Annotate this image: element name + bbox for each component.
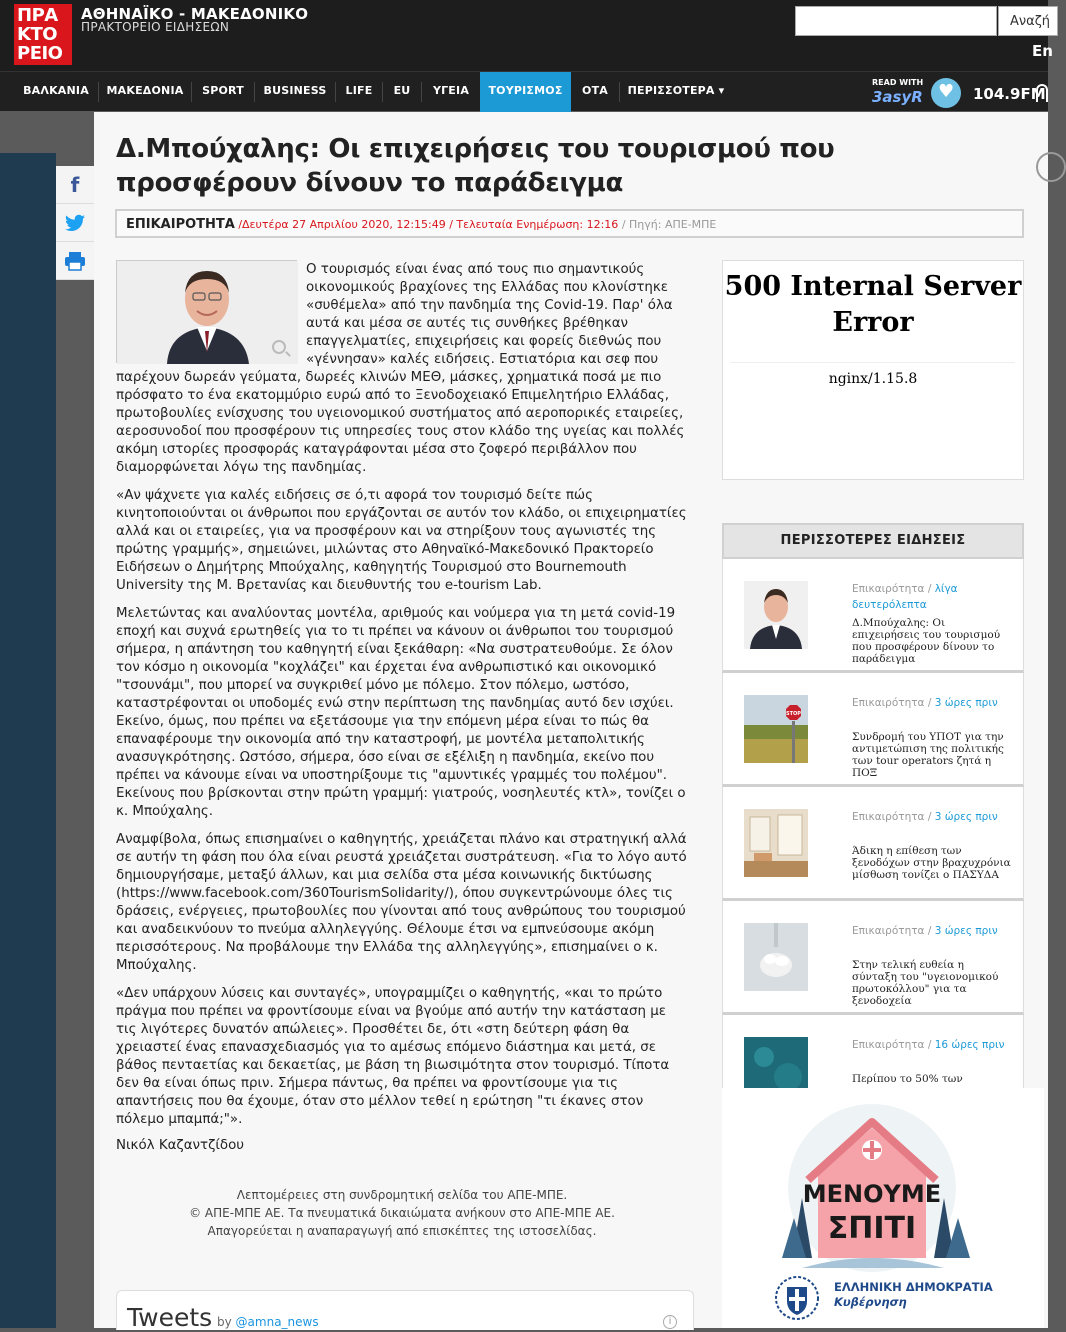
error-title: 500 Internal Server Error (724, 271, 1022, 338)
article-paragraph: Ο τουρισμός είναι ένας από τους πιο σημαντικούς οικονομικούς βραχίονες της Ελλάδας που κλονίστηκε «συθέμελα» από την πανδημία της Covid-19. Παρ' όλα αυτά και μέσα σε αυτές τις συνθήκες βρέθηκαν επαγγελματίες, επιχειρήσεις και φορείς διεθνώς που «γέννησαν» καλές ειδήσεις. Εστιατόρια και σεφ που παρέχουν δωρεάν γεύματα, δωρεές κλινών ΜΕΘ, μάσκες, χρηματικά ποσά με πιο πρόσφατο το ένα εκατομμύριο ευρώ από το Ξενοδοχειακό Επιμελητήριο Ελλάδας, πρωτοβουλίες ενίσχυσης του υγειονομικού συστήματος από αεροπορικές εταιρείες, αεροσυνοδοί που προσφέρουν τις υπηρεσίες τους στον κλάδο της υγείας και πολλές ακόμη ιστορίες προσφοράς καταγράφονται μέσα στο ζοφερό περιβάλλον που διαμορφώνεται λόγω της πανδημίας. (116, 262, 685, 475)
article-meta-bar (115, 209, 1024, 238)
article-source: / Πηγή: ΑΠΕ-ΜΠΕ (621, 218, 717, 231)
easyr-logo[interactable]: 3asyR (872, 88, 923, 106)
share-bar (56, 166, 94, 280)
stop-sign-text: STOP (786, 711, 801, 717)
search-button[interactable]: Αναζή (998, 6, 1058, 36)
tweets-handle-link[interactable]: @amna_news (235, 1315, 319, 1329)
search-input[interactable] (795, 6, 997, 36)
article-paragraph: Μελετώντας και αναλύοντας μοντέλα, αριθμούς και νούμερα για τη μετά covid-19 εποχή και συχνά ερωτηθείς για το τι πρέπει να κάνουν οι άνθρωποι του τουρισμού σήμερα, η απάντηση του καθηγητή είναι ξεκάθαρη: «Να συστρατευθούμε. Σε όλον τον κόσμο η οικονομία "κοχλάζει" και έρχεται ένα ανθρωπιστικό και οικονομικό "τσουνάμι", που μπορεί να συγκριθεί μόνο με πόλεμο. Στον πόλεμο, ωστόσο, καταστρέφονται οι υποδομές ενώ στην περίπτωση της πανδημίας αυτό δεν ισχύει. Εκείνο, όμως, που πρέπει να εξετάσουμε για την επόμενη μέρα είναι το πώς θα επαναφέρουμε την οικονομία από την καταστροφή, με μοντέλα μεταπολιτικής ανασυγκρότησης. Ωστόσο, σήμερα, όσο είναι σε εξέλιξη η πανδημία, εκείνο που πρέπει να κάνουμε είναι να υποστηρίξουμε τις "αμυντικές γραμμές του πολέμου". Εκείνους που βρίσκονται στην πρώτη γραμμή: γιατρούς, νοσηλευτές κτλ», τονίζει ο κ. Μπούχαλης. (116, 606, 686, 819)
facebook-share-button[interactable] (56, 166, 94, 204)
news-meta: Επικαιρότητα / 3 ώρες πριν (852, 811, 998, 823)
news-item[interactable] (722, 901, 1024, 1015)
article-author: Νικόλ Καζαντζίδου (116, 1138, 245, 1153)
headphone-icon[interactable] (1036, 84, 1048, 102)
slogan-line-1: ΜΕΝΟΥΜΕ (802, 1180, 942, 1208)
nav-item-tourismos[interactable]: ΤΟΥΡΙΣΜΟΣ (480, 72, 571, 112)
stay-home-banner[interactable] (722, 1088, 1044, 1328)
left-side-strip (0, 153, 56, 1328)
radio-frequency[interactable]: 104.9FM (973, 85, 1046, 103)
nav-item-ygeia[interactable]: ΥΓΕΙΑ (432, 84, 470, 97)
print-icon (56, 242, 94, 280)
news-thumbnail[interactable] (744, 581, 808, 649)
news-title[interactable]: Άδικη η επίθεση των ξενοδόχων στην βραχυχρόνια μίσθωση τονίζει ο ΠΑΣΥΔΑ (852, 845, 1011, 881)
top-header (0, 0, 1053, 71)
agency-title: ΑΘΗΝΑΪΚΟ - ΜΑΚΕΔΟΝΙΚΟ (81, 5, 309, 23)
nav-item-more[interactable]: ΠΕΡΙΣΣΟΤΕΡΑ ▾ (627, 84, 725, 97)
copyright-line: © ΑΠΕ-ΜΠΕ ΑΕ. Τα πνευματικά δικαιώματα ανήκουν στο ΑΠΕ-ΜΠΕ ΑΕ. (189, 1206, 615, 1220)
nav-item-business[interactable]: BUSINESS (263, 84, 327, 97)
slogan-line-2: ΣΠΙΤΙ (827, 1211, 917, 1246)
article-paragraph: «Αν ψάχνετε για καλές ειδήσεις σε ό,τι αφορά τον τουρισμό δείτε πώς κινητοποιούνται οι άνθρωποι που εργάζονται σε αυτόν τον κλάδο, οι επιχειρηματίες αλλά και οι εταιρείες, για να προσφέρουν και να στηρίξουν τους αγωνιστές της πρώτης γραμμής», σημειώνει, μιλώντας στο Αθηναϊκό-Μακεδονικό Πρακτορείο Ειδήσεων ο Δημήτρης Μπούχαλης, καθηγητής Τουρισμού στο Bournemouth University της Μ. Βρετανίας και διευθυντής του e-tourism Lab. (116, 488, 687, 593)
news-title[interactable]: Συνδρομή του ΥΠΟΤ για την αντιμετώπιση της πολιτικής των tour operators ζητά η ΠΟΞ (852, 731, 1004, 779)
photo-spacer (116, 261, 306, 369)
read-with-label: READ WITH (872, 78, 924, 87)
article-paragraph: Αναμφίβολα, όπως επισημαίνει ο καθηγητής, χρειάζεται πλάνο και στρατηγική αλλά σε αυτήν τη φάση που όλα είναι ρευστά χρειάζεται συστράτευση. «Για το λόγο αυτό δημιουργήσαμε, μεταξύ άλλων, και μια σελίδα στα μέσα κοινωνικής δικτύωσης (https://www.facebook.com/360TourismSolidarity/), όπου συγκεντρώνουμε όλες τις δράσεις, ενέργειες, πρωτοβουλίες που γίνονται από τους ανθρώπους του τουρισμού και αναδεικνύουν το πνεύμα αλληλεγγύης. Θέλουμε έτσι να εμπνεύσουμε ακόμη περισσότερους. Να προβάλουμε την Ελλάδα της αλληλεγγύης», επισημαίνει ο κ. Μπούχαλης. (116, 832, 687, 973)
news-title[interactable]: Στην τελική ευθεία η σύνταξη του "υγειονομικού πρωτοκόλλου" για τα ξενοδοχεία (852, 959, 999, 1007)
greek-emblem-icon (774, 1275, 820, 1321)
news-title[interactable]: Δ.Μπούχαλης: Οι επιχειρήσεις του τουρισμού που προσφέρουν δίνουν το παράδειγμα (852, 617, 1001, 665)
article-category[interactable]: ΕΠΙΚΑΙΡΟΤΗΤΑ (126, 217, 235, 232)
news-meta: Επικαιρότητα / 3 ώρες πριν (852, 925, 998, 937)
twitter-share-button[interactable] (56, 204, 94, 242)
site-logo[interactable]: ΠΡΑ ΚΤΟ ΡΕΙΟ (14, 4, 72, 65)
copyright-note (116, 1186, 688, 1240)
nav-item-eu[interactable]: EU (393, 84, 411, 97)
news-item[interactable] (722, 673, 1024, 787)
info-icon[interactable]: i (663, 1315, 677, 1329)
news-thumbnail[interactable] (744, 923, 808, 991)
more-news-list (722, 559, 1024, 1085)
error-server: nginx/1.15.8 (828, 371, 918, 387)
print-button[interactable] (56, 242, 94, 280)
nav-item-sport[interactable]: SPORT (202, 84, 244, 97)
facebook-icon: f (70, 173, 80, 197)
article-panel (94, 112, 1048, 1332)
news-meta: Επικαιρότητα / 16 ώρες πριν (852, 1039, 1005, 1051)
news-item[interactable] (722, 787, 1024, 901)
nav-item-life[interactable]: LIFE (345, 84, 373, 97)
article-paragraph: «Δεν υπάρχουν λύσεις και συνταγές», υπογραμμίζει ο καθηγητής, «και το πρώτο πράγμα που πρέπει να φροντίσουμε είναι να βγούμε από αυτήν την κατάσταση με τις λιγότερες δυνατόν απώλειες». Προσθέτει δε, ότι «στη δεύτερη φάση θα χρειαστεί ένας επανασχεδιασμός για το αμέσως επόμενο διάστημα και μετά, σε βάθος πενταετίας και δεκαετίας, με βάση τη βιωσιμότητα στον τουρισμό. Τίποτα δεν θα είναι όπως πριν. Σήμερα πάντως, θα πρέπει να φροντίσουμε για τις απαντήσεις που θα έχουμε, όταν στο μέλλον τεθεί η ερώτηση "τι έκανες στον πόλεμο μπαμπά;"». (116, 986, 670, 1127)
tweets-widget (116, 1290, 694, 1330)
ad-slot (722, 260, 1024, 480)
nav-item-ota[interactable]: ΟΤΑ (582, 84, 608, 97)
article-date: /Δευτέρα 27 Απριλίου 2020, 12:15:49 / Τελευταία Ενημέρωση: 12:16 (238, 218, 619, 231)
nav-item-balkania[interactable]: ΒΑΛΚΑΝΙΑ (23, 84, 89, 97)
reproduction-note: Απαγορεύεται η αναπαραγωγή από επισκέπτες της ιστοσελίδας. (207, 1224, 597, 1238)
article-body (116, 261, 688, 1139)
error-divider (731, 362, 1015, 363)
government-label: ΕΛΛΗΝΙΚΗ ΔΗΜΟΚΡΑΤΙΑ Κυβέρνηση (834, 1280, 993, 1309)
tweets-by: by @amna_news (217, 1315, 319, 1329)
twitter-icon (56, 204, 94, 242)
subscription-note[interactable]: Λεπτομέρειες στη συνδρομητική σελίδα του ΑΠΕ-ΜΠΕ. (236, 1188, 568, 1202)
more-news-header: ΠΕΡΙΣΣΟΤΕΡΕΣ ΕΙΔΗΣΕΙΣ (722, 523, 1024, 559)
stay-home-illustration (722, 1088, 1044, 1278)
scroll-top-icon[interactable] (1036, 152, 1066, 182)
news-thumbnail[interactable] (744, 695, 808, 763)
agency-subtitle: ΠΡΑΚΤΟΡΕΙΟ ΕΙΔΗΣΕΩΝ (81, 20, 230, 34)
language-switch[interactable]: En (1032, 42, 1053, 60)
news-title[interactable]: Περίπου το 50% των (852, 1073, 963, 1085)
tweets-title: Tweets (127, 1303, 213, 1332)
news-item[interactable] (722, 559, 1024, 673)
news-meta: Επικαιρότητα / λίγα δευτερόλεπτα (852, 583, 958, 611)
heart-icon[interactable] (931, 78, 961, 108)
news-thumbnail[interactable] (744, 809, 808, 877)
nav-item-makedonia[interactable]: ΜΑΚΕΔΟΝΙΑ (106, 84, 184, 97)
news-meta: Επικαιρότητα / 3 ώρες πριν (852, 697, 998, 709)
article-headline: Δ.Μπούχαλης: Οι επιχειρήσεις του τουρισμού που προσφέρουν δίνουν το παράδειγμα (116, 134, 835, 198)
